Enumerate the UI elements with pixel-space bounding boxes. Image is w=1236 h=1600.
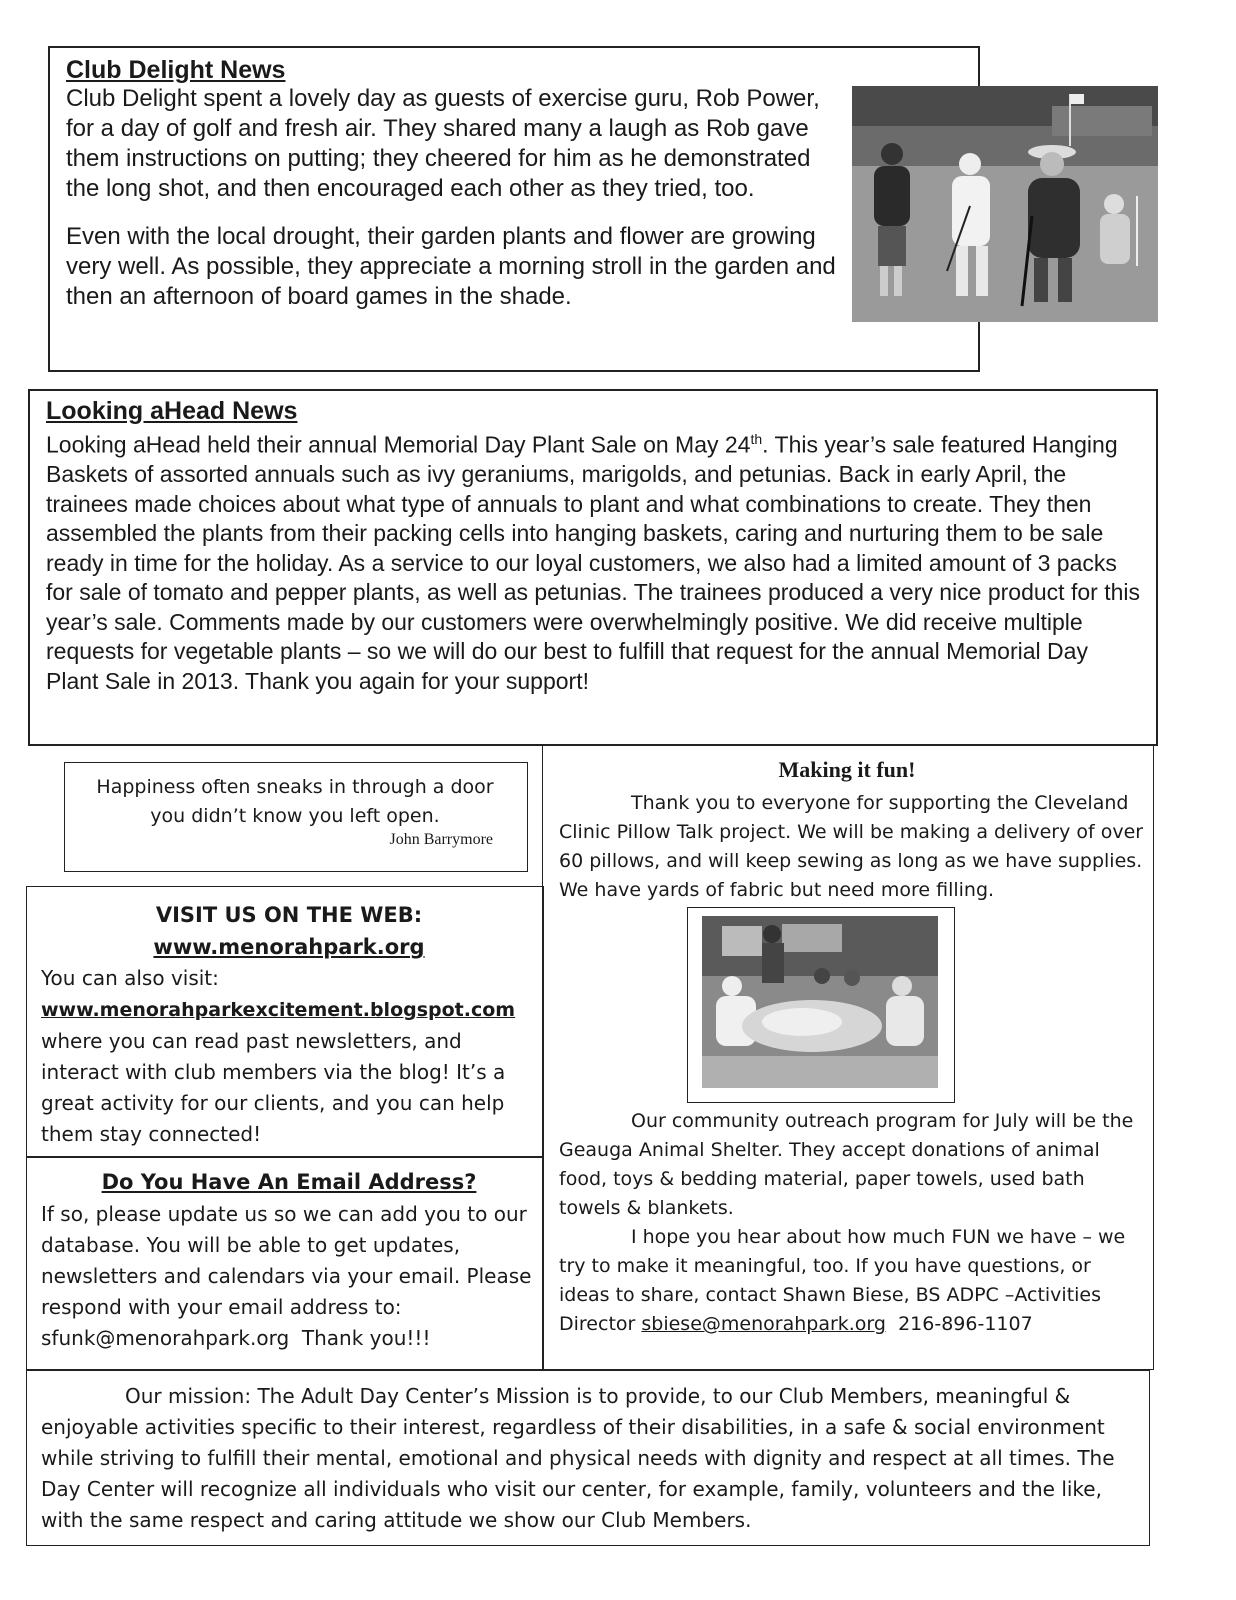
golf-photo-image [852,86,1158,322]
mission-section [26,1370,1150,1546]
making-fun-paragraph-3-text: I hope you hear about how much FUN we have – we try to make it meaningful, too. If you have questions, or ideas to share, contact Shawn Biese, BS ADPC –Activities Director [559,1226,1126,1335]
looking-ahead-paragraph [46,425,1144,696]
email-thanks: Thank you!!! [301,1326,431,1350]
golf-photo [852,86,1158,322]
making-fun-paragraph-1: Thank you to everyone for supporting the Cleveland Clinic Pillow Talk project. We will be making a delivery of over 60 pillows, and will keep sewing as long as we have supplies. We have yards of fabric but need more filling. [559,792,1144,901]
mission-text: Our mission: The Adult Day Center’s Mission is to provide, to our Club Members, meaningful & enjoyable activities specific to their interest, regardless of their disabilities, in a safe & social environment while striving to fulfill their mental, emotional and physical needs with dignity and respect at all times. The Day Center will recognize all individuals who visit our center, for example, family, volunteers and the like, with the same respect and caring attitude we show our Club Members. [41,1384,1115,1532]
web-url-link[interactable]: www.menorahpark.org [153,935,425,959]
email-body: If so, please update us so we can add you to our database. You will be able to get updates, newsletters and calendars via your email. Please respond with your email address to: [41,1202,532,1319]
web-section [26,886,544,1158]
quote-line-2: you didn’t know you left open. [150,805,440,827]
quote-author: John Barrymore [389,831,493,848]
making-fun-paragraph-3 [559,1223,1147,1339]
looking-ahead-title: Looking aHead News [46,397,298,425]
contact-phone: 216-896-1107 [898,1313,1033,1335]
blog-url-link[interactable]: www.menorahparkexcitement.blogspot.com [41,999,516,1021]
quote-line-1: Happiness often sneaks in through a door [96,776,494,798]
club-delight-section [48,46,980,372]
pillow-photo-image [702,916,938,1088]
web-description: where you can read past newsletters, and interact with club members via the blog! It’s a great activity for our clients, and you can help them stay connected! [41,1029,506,1146]
club-delight-paragraph-2: Even with the local drought, their garden plants and flower are growing very well. As possible, they appreciate a morning stroll in the garden and then an afternoon of board games in the shade. [66,223,836,310]
quote-box [64,762,528,872]
looking-ahead-text-1: Looking aHead held their annual Memorial Day Plant Sale on May 24 [46,431,751,458]
email-address[interactable]: sfunk@menorahpark.org [41,1326,290,1350]
email-section [26,1156,544,1370]
contact-email-link[interactable]: sbiese@menorahpark.org [641,1313,886,1335]
pillow-photo-frame [687,907,955,1103]
pillow-photo [702,916,938,1088]
looking-ahead-text-2: . This year’s sale featured Hanging Baskets of assorted annuals such as ivy geraniums, marigolds, and petunias. Back in early April, the trainees made choices about what type of annuals to plant and what combinations to create. They then assembled the plants from their packing cells into hanging baskets, caring and nurturing them to be sale ready in time for the holiday. As a service to our loyal customers, we also had a limited amount of 3 packs for sale of tomato and pepper plants, as well as petunias. The trainees produced a very nice product for this year’s sale. Comments made by our customers were overwhelmingly positive. We did receive multiple requests for vegetable plants – so we will do our best to fulfill that request for the annual Memorial Day Plant Sale in 2013. Thank you again for your support! [46,431,1140,694]
looking-ahead-sup: th [750,431,763,447]
looking-ahead-section [28,389,1158,746]
email-title: Do You Have An Email Address? [101,1170,477,1194]
club-delight-paragraph-1: Club Delight spent a lovely day as guests of exercise guru, Rob Power, for a day of golf and fresh air. They shared many a laugh as Rob gave them instructions on putting; they cheered for him as he demonstrated the long shot, and then encouraged each other as they tried, too. [66,85,820,202]
making-fun-title: Making it fun! [778,757,916,782]
making-fun-section [542,744,1154,1370]
club-delight-title: Club Delight News [66,56,286,84]
web-also-visit: You can also visit: [41,966,219,990]
web-title: VISIT US ON THE WEB: [155,903,423,927]
making-fun-paragraph-2: Our community outreach program for July will be the Geauga Animal Shelter. They accept donations of animal food, toys & bedding material, paper towels, used bath towels & blankets. [559,1110,1134,1219]
email-text [41,1199,537,1354]
